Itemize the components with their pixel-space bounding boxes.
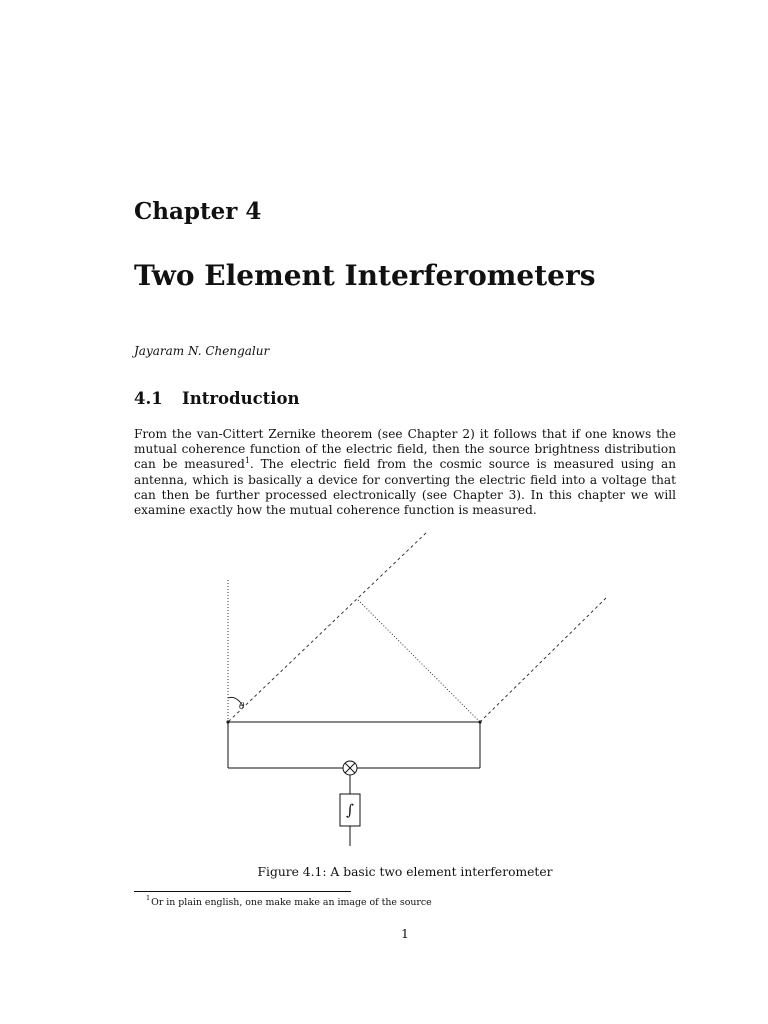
footnote-text: Or in plain english, one make make an image of the source	[151, 897, 432, 909]
author-name: Jayaram N. Chengalur	[134, 344, 270, 358]
footnote-rule	[134, 891, 351, 892]
geometric-delay-line	[358, 600, 480, 722]
paragraph-text-part1: From the van-Cittert Zernike theorem (see Chapter 2) it follows that if one knows the mutual coherence function of the electric field, then the source brightness distribution can be measured	[134, 427, 676, 472]
chapter-title: Two Element Interferometers	[134, 259, 596, 292]
integrator-symbol: ∫	[346, 801, 354, 819]
angle-label: θ	[239, 702, 245, 712]
page-number: 1	[401, 926, 409, 941]
footnote-marker: 1	[146, 894, 151, 902]
footnote-reference[interactable]: 1	[244, 456, 250, 466]
figure-caption: Figure 4.1: A basic two element interferometer	[257, 865, 553, 879]
footnote	[146, 895, 432, 908]
chapter-label: Chapter 4	[134, 198, 262, 225]
section-title: Introduction	[182, 389, 300, 408]
paragraph-text-part2: . The electric field from the cosmic source is measured using an antenna, which is basically a device for converting the electric field into a voltage that can then be further processed electronically (see Chapter 3). In this chapter we will examine exactly how the mutual coherence function is measured.	[134, 457, 676, 518]
ray-to-antenna-1	[228, 533, 426, 722]
ray-to-antenna-2	[480, 598, 606, 722]
section-number: 4.1	[134, 389, 163, 408]
multiplier-symbol: ⊗	[0, 0, 1, 1]
